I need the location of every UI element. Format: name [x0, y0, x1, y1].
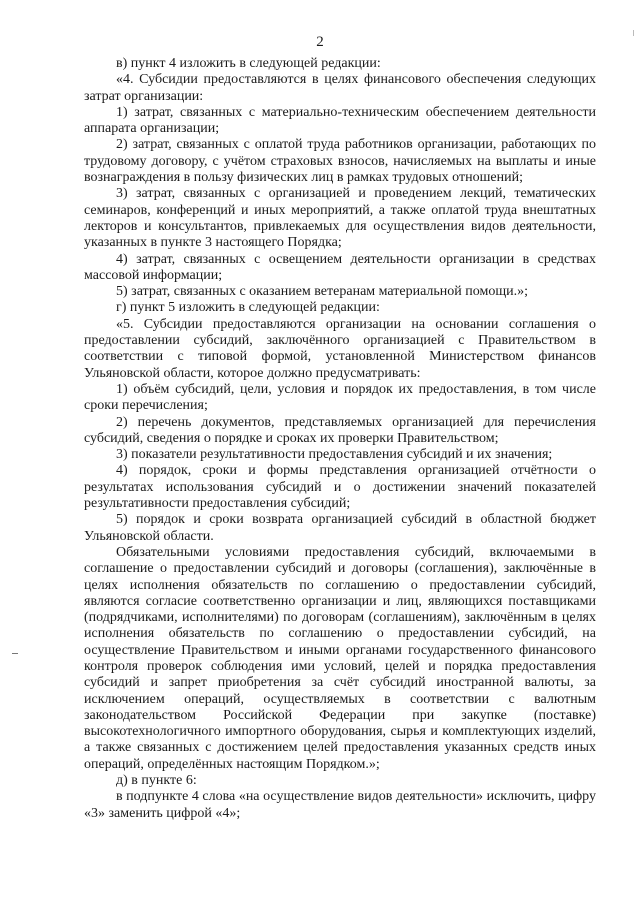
paragraph-item-4-1: 1) затрат, связанных с материально-техническим обеспечением деятельности аппарата организации; [84, 104, 596, 137]
paragraph-amendment-v: в) пункт 4 изложить в следующей редакции: [116, 56, 381, 71]
paragraph-subitem-4-change: в подпункте 4 слова «на осуществление видов деятельности» исключить, цифру «3» заменить цифрой «4»; [84, 789, 596, 821]
paragraph-amendment-g: г) пункт 5 изложить в следующей редакции: [116, 300, 380, 316]
paragraph-item-5-2: 2) перечень документов, представляемых организацией для перечисления субсидий, сведения о порядке и сроках их проверки Правительством; [84, 414, 596, 446]
document-body [84, 56, 596, 822]
paragraph-item-4-5: 5) затрат, связанных с оказанием ветеранам материальной помощи.»; [116, 284, 529, 300]
paragraph-item-5-1: 1) объём субсидий, цели, условия и порядок их предоставления, в том числе сроки перечисления; [84, 381, 596, 414]
paragraph-amendment-d: д) в пункте 6: [116, 773, 197, 789]
page-number: 2 [316, 34, 324, 50]
paragraph-item-4-intro: «4. Субсидии предоставляются в целях финансового обеспечения следующих затрат организации: [84, 72, 596, 104]
margin-mark [12, 653, 18, 654]
paragraph-mandatory-conditions: Обязательными условиями предоставления субсидий, включаемыми в соглашение о предоставлении субсидий и договоры (соглашения), заключённые в целях исполнения обязательств по соглашению о предоставлении субсидий, являются согласие соответственно организации и лиц, являющихся поставщиками (подрядчиками, исполнителями) по договорам (соглашениям), заключённым в целях исполнения обязательств по соглашению о предоставлении субсидий, на осуществление Правительством и иными органами государственного финансового контроля проверок соблюдения ими условий, целей и порядка предоставления субсидий и запрет приобретения за счёт субсидий иностранной валюты, за исключением операций, осуществляемых в соответствии с валютным законодательством Российской Федерации при закупке (поставке) высокотехнологичного импортного оборудования, сырья и комплектующих изделий, а также связанных с достижением целей предоставления указанных средств иных операций, определённых настоящим Порядком.»; [84, 544, 596, 772]
paragraph-item-4-2: 2) затрат, связанных с оплатой труда работников организации, работающих по трудовому договору, с учётом страховых взносов, начисляемых на выплаты и иные вознаграждения в пользу физических лиц в рамках трудовых отношений; [84, 137, 596, 186]
paragraph-item-4-3: 3) затрат, связанных с организацией и проведением лекций, тематических семинаров, конференций и иных мероприятий, а также оплатой труда внештатных лекторов и консультантов, привлекаемых для осуществления видов деятельности, указанных в пункте 3 настоящего Порядка; [84, 186, 596, 251]
paragraph-item-4-4: 4) затрат, связанных с освещением деятельности организации в средствах массовой информации; [84, 251, 596, 283]
paragraph-item-5-intro: «5. Субсидии предоставляются организации на основании соглашения о предоставлении субсидий, заключённого организацией с Правительством в соответствии с типовой формой, установленной Министерством финансов Ульяновской области, которое должно предусматривать: [84, 316, 596, 381]
scan-edge-mark [633, 30, 634, 36]
paragraph-item-5-4: 4) порядок, сроки и формы представления организацией отчётности о результатах использования субсидий и о достижении значений показателей результативности предоставления субсидий; [84, 463, 596, 512]
paragraph-item-5-3: 3) показатели результативности предоставления субсидий и их значения; [116, 447, 553, 463]
paragraph-item-5-5: 5) порядок и сроки возврата организацией субсидий в областной бюджет Ульяновской области. [84, 512, 596, 544]
